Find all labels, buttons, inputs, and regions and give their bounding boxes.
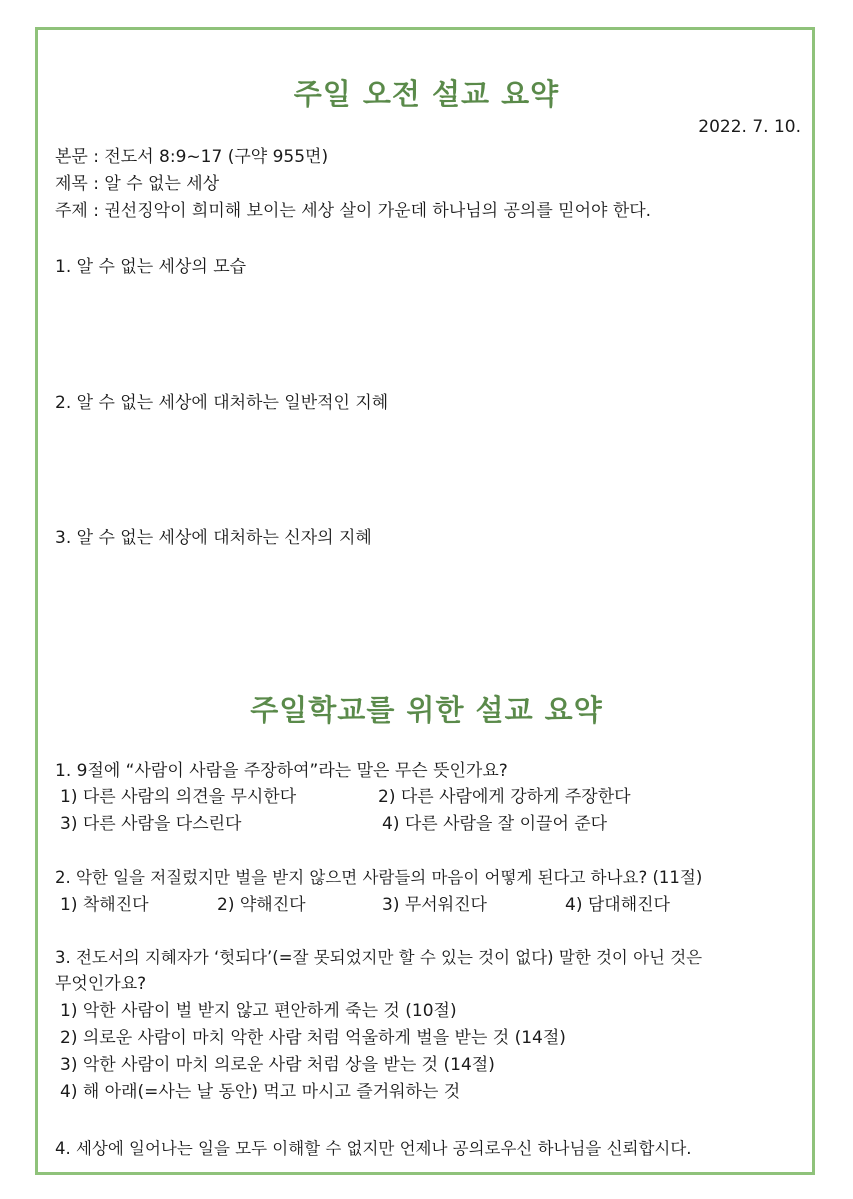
q2-option-2: 2) 약해진다 — [217, 895, 306, 915]
sermon-point-2: 2. 알 수 없는 세상에 대처하는 일반적인 지혜 — [55, 393, 389, 413]
q1-option-3: 3) 다른 사람을 다스린다 — [60, 814, 242, 834]
sermon-title: 주일 오전 설교 요약 — [293, 77, 560, 111]
sermon-subject: 제목 : 알 수 없는 세상 — [55, 174, 220, 194]
q2-question: 2. 악한 일을 저질렀지만 벌을 받지 않으면 사람들의 마음이 어떻게 된다고 하나요? (11절) — [55, 868, 703, 887]
q3-question-line1: 3. 전도서의 지혜자가 ‘헛되다’(=잘 못되었지만 할 수 있는 것이 없다) 말한 것이 아닌 것은 — [55, 948, 703, 967]
sermon-passage: 본문 : 전도서 8:9~17 (구약 955면) — [55, 147, 329, 167]
closing-statement: 4. 세상에 일어나는 일을 모두 이해할 수 없지만 언제나 공의로우신 하나님을 신뢰합시다. — [55, 1139, 692, 1158]
q3-option-4: 4) 해 아래(=사는 날 동안) 먹고 마시고 즐거워하는 것 — [60, 1082, 461, 1102]
q3-option-3: 3) 악한 사람이 마치 의로운 사람 처럼 상을 받는 것 (14절) — [60, 1055, 495, 1075]
sermon-point-3: 3. 알 수 없는 세상에 대처하는 신자의 지혜 — [55, 528, 372, 548]
q3-question-line2: 무엇인가요? — [55, 974, 147, 994]
q2-option-4: 4) 담대해진다 — [565, 895, 670, 915]
q3-option-1: 1) 악한 사람이 벌 받지 않고 편안하게 죽는 것 (10절) — [60, 1001, 457, 1021]
q3-option-2: 2) 의로운 사람이 마치 악한 사람 처럼 억울하게 벌을 받는 것 (14절) — [60, 1028, 566, 1048]
q2-option-1: 1) 착해진다 — [60, 895, 149, 915]
q1-question: 1. 9절에 “사람이 사람을 주장하여”라는 말은 무슨 뜻인가요? — [55, 761, 508, 781]
q2-option-3: 3) 무서워진다 — [382, 895, 487, 915]
sermon-theme: 주제 : 권선징악이 희미해 보이는 세상 살이 가운데 하나님의 공의를 믿어야 한다. — [55, 201, 652, 221]
sermon-point-1: 1. 알 수 없는 세상의 모습 — [55, 257, 247, 277]
sunday-school-title: 주일학교를 위한 설교 요약 — [250, 693, 603, 727]
q1-option-4: 4) 다른 사람을 잘 이끌어 준다 — [382, 814, 608, 834]
q1-option-1: 1) 다른 사람의 의견을 무시한다 — [60, 787, 297, 807]
q1-option-2: 2) 다른 사람에게 강하게 주장한다 — [378, 787, 631, 807]
sermon-date: 2022. 7. 10. — [698, 117, 801, 137]
